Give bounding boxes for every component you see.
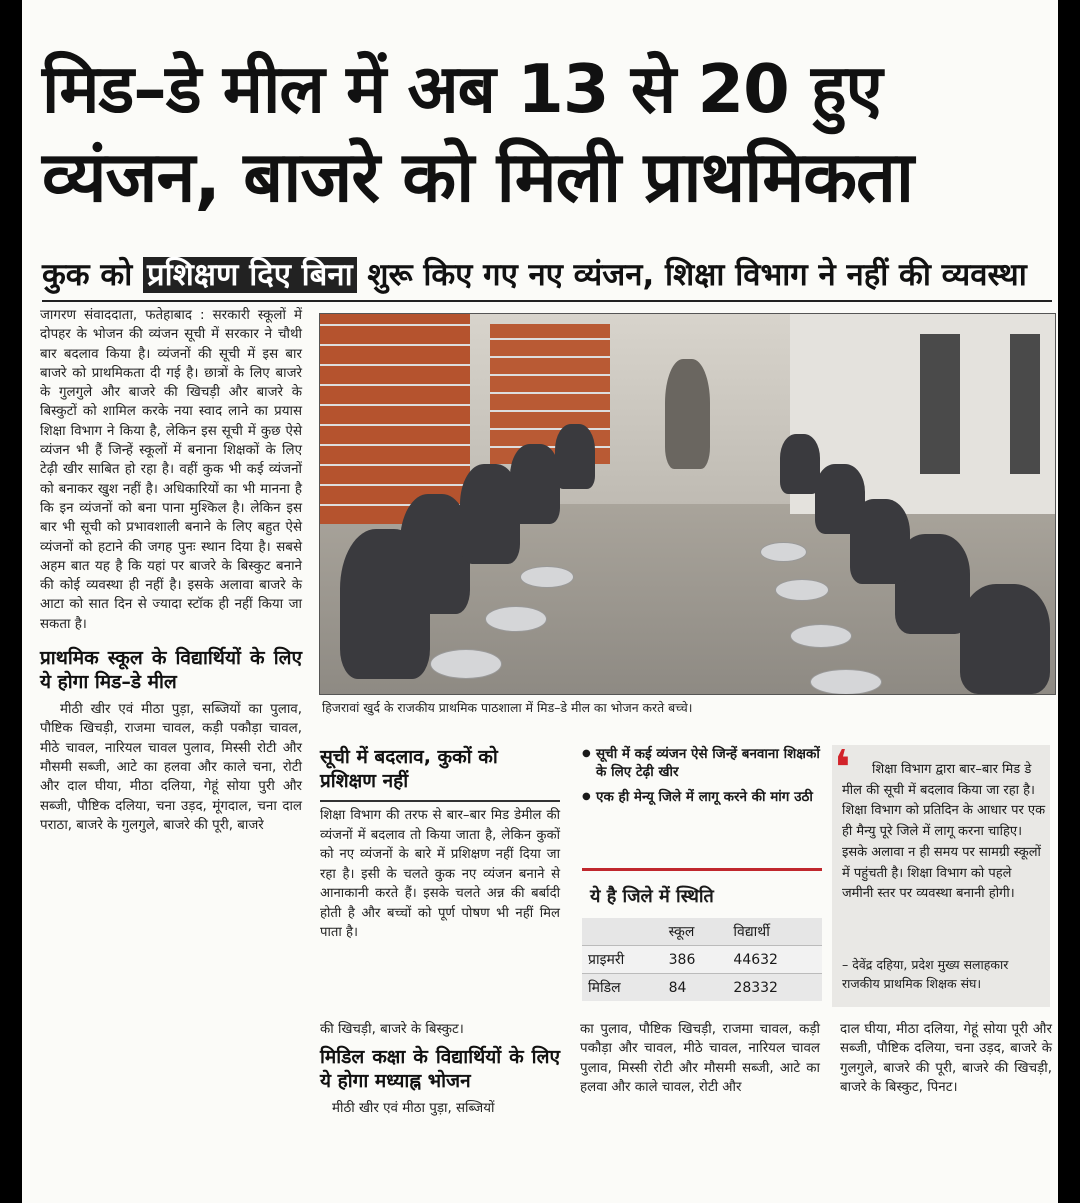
- table-header-cell: [582, 918, 663, 946]
- highlight-bullets: [582, 745, 822, 813]
- article-column-3-bottom: का पुलाव, पौष्टिक खिचड़ी, राजमा चावल, कड़ी पकौड़ा और चावल, मीठे चावल, नारियल चावल पुलाव, मिस्सी रोटी और मौसमी सब्जी, आटे का हलवा और काले चावल, रोटी और: [580, 1022, 820, 1095]
- photo-plate: [485, 606, 547, 632]
- training-box-text: शिक्षा विभाग की तरफ से बार–बार मिड डेमील की व्यंजनों में बदलाव तो किया जाता है, लेकिन कुकों को नए व्यंजनों के बारे में प्रशिक्षण नहीं दिया जा रहा है। इसी के चलते कुक नए व्यंजन बनाने से आनाकानी करते हैं। इसके चलते अन्न की बर्बादी होती है और बच्चों को पूर्ण पोषण भी नहीं मिल पाता है।: [320, 808, 560, 940]
- subheadline: [42, 253, 1027, 295]
- photo-plate: [760, 542, 807, 562]
- subheadline-post: शुरू किए गए नए व्यंजन, शिक्षा विभाग ने नहीं की व्यवस्था: [356, 257, 1027, 293]
- training-box-title: सूची में बदलाव, कुकों को प्रशिक्षण नहीं: [320, 746, 498, 792]
- photo-child: [510, 444, 560, 524]
- row-schools: 84: [663, 974, 728, 1002]
- quote-mark-icon: ❛: [834, 740, 851, 796]
- row-label: प्राइमरी: [582, 946, 663, 974]
- table-row: [582, 974, 822, 1002]
- bullet-item: ● एक ही मेन्यू जिले में लागू करने की मांग उठी: [582, 788, 822, 806]
- subheadline-highlight: प्रशिक्षण दिए बिना: [143, 257, 357, 293]
- article-lead: जागरण संवाददाता, फतेहाबाद : सरकारी स्कूलों में दोपहर के भोजन की व्यंजन सूची में सरकार ने चौथी बार बदलाव किया है। व्यंजनों की सूची में इस बार बाजरे को प्राथमिकता दी गई है। छात्रों के लिए बाजरे के गुलगुले और बाजरे की खिचड़ी और बाजरे के बिस्कुटों को शामिल करके नया स्वाद लाने का प्रयास शिक्षा विभाग ने किया है, लेकिन इस सूची में कुछ ऐसे व्यंजन भी हैं जिन्हें स्कूलों में बनाना शिक्षकों के लिए टेढ़ी खीर साबित हो रहा है। वहीं कुक भी कई व्यंजनों को बनाकर खुश नहीं है। अधिकारियों का भी मानना है कि इन व्यंजनों को बना पाना मुश्किल है। लेकिन इस बार भी सूची को प्रभावशाली बनाने के लिए बहुत ऐसे व्यंजनों को हटाने की जगह पुनः स्थान दिया है। सबसे अहम बात यह है कि यहां पर बाजरे के बिस्कुट बनाने की कोई व्यवस्था ही नहीं है। इसके अलावा बाजरे के आटा को सात दिन से ज्यादा स्टॉक ही नहीं किया जा सकता है।: [40, 308, 302, 632]
- photo-door: [1010, 334, 1040, 474]
- quote-text: शिक्षा विभाग द्वारा बार–बार मिड डे मील की सूची में बदलाव किया जा रहा है। शिक्षा विभाग को प्रतिदिन के आधार पर एक ही मैन्यु पूरे जिले में लागू करना चाहिए। इसके अलावा न ही समय पर सामग्री स्कूलों में पहुंचती है। शिक्षा विभाग को पहले जमीनी स्तर पर व्यवस्था बनानी होगी।: [842, 762, 1046, 902]
- photo-plate: [520, 566, 574, 588]
- photo-child: [960, 584, 1050, 694]
- subheadline-pre: कुक को: [42, 257, 144, 293]
- table-header-cell: स्कूल: [663, 918, 728, 946]
- photo-caption: हिजरावां खुर्द के राजकीय प्राथमिक पाठशाला में मिड–डे मील का भोजन करते बच्चे।: [322, 700, 693, 715]
- row-schools: 386: [663, 946, 728, 974]
- headline-divider: [42, 300, 1052, 302]
- bullet-item: ● सूची में कई व्यंजन ऐसे जिन्हें बनवाना शिक्षकों के लिए टेढ़ी खीर: [582, 745, 822, 781]
- photo-door: [920, 334, 960, 474]
- photo-server: [665, 359, 710, 469]
- photo-plate: [790, 624, 852, 648]
- quote-author: – देवेंद्र दहिया, प्रदेश मुख्य सलाहकार राजकीय प्राथमिक शिक्षक संघ।: [842, 957, 1009, 991]
- photo-brick-wall: [320, 314, 470, 524]
- photo-plate: [775, 579, 829, 601]
- photo-child: [780, 434, 820, 494]
- photo-child: [555, 424, 595, 489]
- row-students: 28332: [727, 974, 822, 1002]
- district-status-title: ये है जिले में स्थिति: [590, 886, 714, 907]
- article-column-1: [40, 306, 302, 835]
- headline-line1: मिड–डे मील में अब 13 से 20 हुए: [42, 50, 882, 128]
- photo-plate: [810, 669, 882, 695]
- news-photo: [319, 313, 1056, 695]
- training-box-divider: [320, 800, 560, 802]
- table-header-row: [582, 918, 822, 946]
- primary-menu-text: मीठी खीर एवं मीठा पुड़ा, सब्जियों का पुलाव, पौष्टिक खिचड़ी, राजमा चावल, कड़ी पकौड़ा चावल, मीठे चावल, नारियल चावल पुलाव, मिस्सी रोटी और मौसमी सब्जी, आटे का हलवा और काले चना, रोटी और दाल घीया, मीठा दलिया, गेहूं सोया पुरी और सब्जी, पौष्टिक दलिया, चना उड़द, मूंगदाल, चना दाल पराठा, बाजरे के गुलगुले, बाजरे की पूरी, बाजरे: [40, 702, 302, 833]
- table-header-cell: विद्यार्थी: [727, 918, 822, 946]
- article-column-2-bottom: [320, 1020, 560, 1119]
- newspaper-clipping: [22, 0, 1058, 1203]
- row-students: 44632: [727, 946, 822, 974]
- headline-line2: व्यंजन, बाजरे को मिली प्राथमिकता: [42, 136, 914, 218]
- middle-menu-text-start: मीठी खीर एवं मीठा पुड़ा, सब्जियों: [332, 1101, 495, 1117]
- photo-child: [815, 464, 865, 534]
- primary-menu-heading: प्राथमिक स्कूल के विद्यार्थियों के लिए ये होगा मिड–डे मील: [40, 647, 302, 694]
- article-column-4-bottom: दाल घीया, मीठा दलिया, गेहूं सोया पूरी और सब्जी, पौष्टिक दलिया, चना उड़द, बाजरे के गुलगुले, बाजरे की पूरी, बाजरे की खिचड़ी, बाजरे के बिस्कुट, पिनट।: [840, 1022, 1052, 1095]
- column-2-continued: की खिचड़ी, बाजरे के बिस्कुट।: [320, 1022, 464, 1037]
- row-label: मिडिल: [582, 974, 663, 1002]
- photo-plate: [430, 649, 502, 679]
- middle-menu-heading: मिडिल कक्षा के विद्यार्थियों के लिए ये होगा मध्याह्न भोजन: [320, 1046, 560, 1093]
- red-divider: [582, 868, 822, 871]
- table-row: [582, 946, 822, 974]
- district-status-table: [582, 918, 822, 1001]
